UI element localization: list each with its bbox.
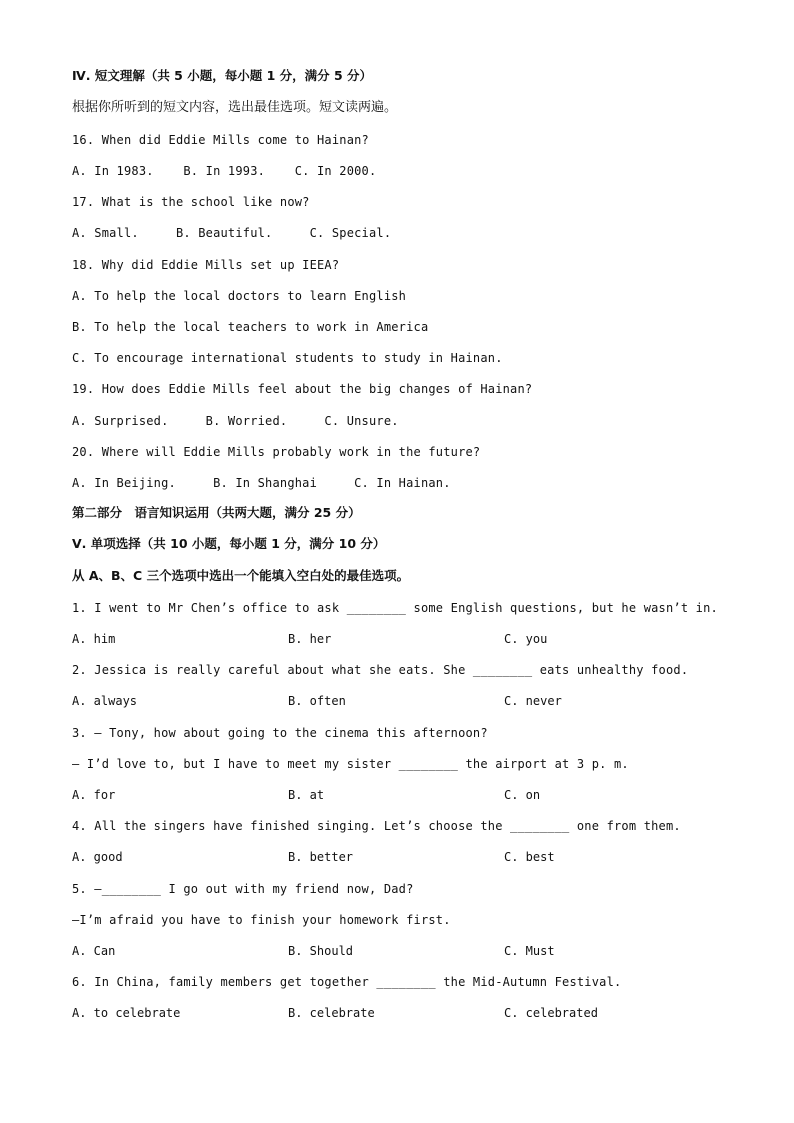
question-18: 18. Why did Eddie Mills set up IEEA?: [72, 258, 340, 272]
mc-question-1: 1. I went to Mr Chen’s office to ask ________ some English questions, but he wasn’t in.: [72, 601, 718, 615]
mc-question-4: 4. All the singers have finished singing. Let’s choose the ________ one from them.: [72, 819, 681, 833]
question-18-option-a: A. To help the local doctors to learn English: [72, 289, 407, 303]
mc-question-6-option-a: A. to celebrate: [72, 1006, 181, 1020]
mc-question-1-option-b: B. her: [288, 632, 332, 646]
question-16: 16. When did Eddie Mills come to Hainan?: [72, 133, 369, 147]
section-5-instruction: 从 A、B、C 三个选项中选出一个能填入空白处的最佳选项。: [72, 568, 410, 583]
mc-question-3-option-a: A. for: [72, 788, 116, 802]
mc-question-4-option-c: C. best: [504, 850, 555, 864]
mc-question-3-option-c: C. on: [504, 788, 541, 802]
mc-question-5: 5. —________ I go out with my friend now, Dad?: [72, 882, 414, 896]
question-17: 17. What is the school like now?: [72, 195, 310, 209]
mc-question-4-option-a: A. good: [72, 850, 123, 864]
mc-question-2-option-b: B. often: [288, 694, 346, 708]
question-18-option-b: B. To help the local teachers to work in America: [72, 320, 429, 334]
question-17-options: A. Small. B. Beautiful. C. Special.: [72, 226, 392, 240]
mc-question-3-option-b: B. at: [288, 788, 325, 802]
question-20: 20. Where will Eddie Mills probably work in the future?: [72, 445, 481, 459]
question-19: 19. How does Eddie Mills feel about the big changes of Hainan?: [72, 382, 533, 396]
mc-question-1-option-a: A. him: [72, 632, 116, 646]
mc-question-5-option-a: A. Can: [72, 944, 116, 958]
mc-question-5-response: —I’m afraid you have to finish your homework first.: [72, 913, 451, 927]
mc-question-6-option-c: C. celebrated: [504, 1006, 598, 1020]
section-5-heading: Ⅴ. 单项选择（共 10 小题，每小题 1 分，满分 10 分）: [72, 536, 386, 551]
mc-question-3-response: — I’d love to, but I have to meet my sister ________ the airport at 3 p. m.: [72, 757, 629, 771]
mc-question-6: 6. In China, family members get together ________ the Mid-Autumn Festival.: [72, 975, 622, 989]
section-4-instruction: 根据你所听到的短文内容，选出最佳选项。短文读两遍。: [72, 100, 398, 115]
mc-question-5-option-c: C. Must: [504, 944, 555, 958]
mc-question-2: 2. Jessica is really careful about what she eats. She ________ eats unhealthy food.: [72, 663, 689, 677]
section-4-heading: Ⅳ. 短文理解（共 5 小题，每小题 1 分，满分 5 分）: [72, 68, 373, 83]
part-2-heading: 第二部分 语言知识运用（共两大题，满分 25 分）: [72, 505, 361, 520]
mc-question-2-option-c: C. never: [504, 694, 562, 708]
mc-question-5-option-b: B. Should: [288, 944, 354, 958]
mc-question-3: 3. — Tony, how about going to the cinema this afternoon?: [72, 726, 488, 740]
question-16-options: A. In 1983. B. In 1993. C. In 2000.: [72, 164, 377, 178]
question-20-options: A. In Beijing. B. In Shanghai C. In Hainan.: [72, 476, 451, 490]
question-19-options: A. Surprised. B. Worried. C. Unsure.: [72, 414, 399, 428]
mc-question-6-option-b: B. celebrate: [288, 1006, 375, 1020]
question-18-option-c: C. To encourage international students to study in Hainan.: [72, 351, 503, 365]
mc-question-1-option-c: C. you: [504, 632, 548, 646]
mc-question-2-option-a: A. always: [72, 694, 138, 708]
mc-question-4-option-b: B. better: [288, 850, 354, 864]
